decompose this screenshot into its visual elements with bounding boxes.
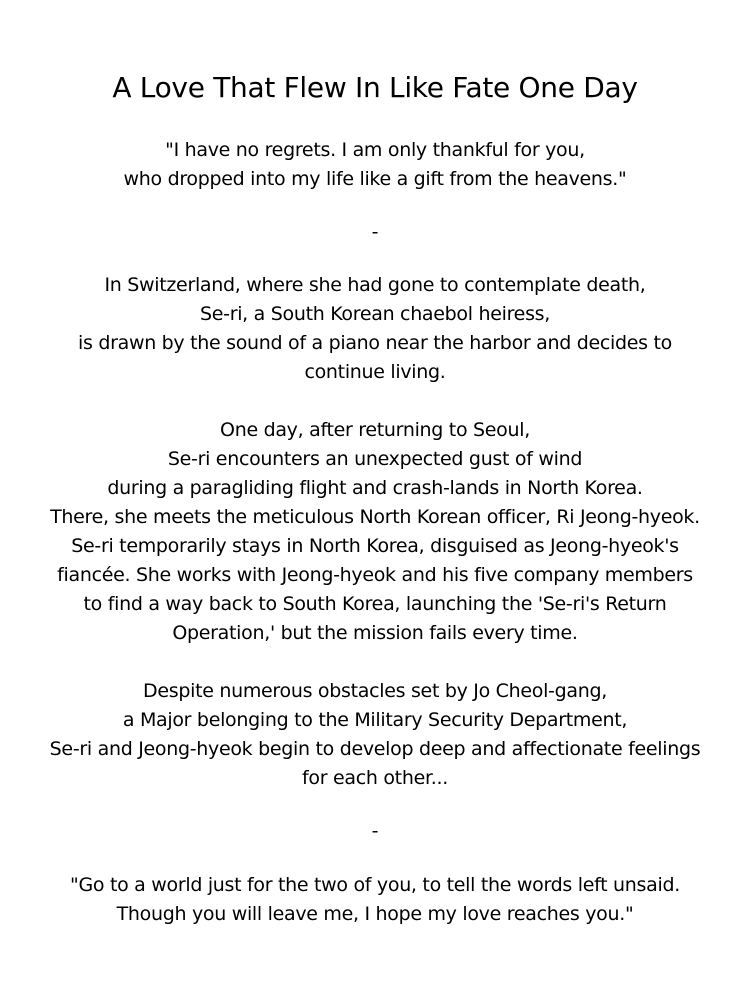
closing-quote-line: Though you will leave me, I hope my love reaches you." bbox=[116, 903, 634, 925]
page-title: A Love That Flew In Like Fate One Day bbox=[112, 71, 638, 104]
paragraph-3-line: a Major belonging to the Military Security Department, bbox=[122, 709, 628, 731]
paragraph-2-line: There, she meets the meticulous North Korean officer, Ri Jeong-hyeok. bbox=[50, 506, 700, 528]
closing-quote-line: "Go to a world just for the two of you, to tell the words left unsaid. bbox=[70, 874, 680, 896]
paragraph-2-line: One day, after returning to Seoul, bbox=[220, 419, 530, 441]
paragraph-1-line: In Switzerland, where she had gone to contemplate death, bbox=[104, 274, 646, 296]
opening-quote-line: "I have no regrets. I am only thankful for you, bbox=[165, 139, 585, 161]
paragraph-3-line: Despite numerous obstacles set by Jo Cheol-gang, bbox=[143, 680, 607, 702]
paragraph-3-line: for each other... bbox=[302, 767, 448, 789]
paragraph-1-line: is drawn by the sound of a piano near the harbor and decides to bbox=[78, 332, 672, 354]
section-separator: - bbox=[371, 221, 379, 243]
paragraph-2-line: Operation,' but the mission fails every time. bbox=[172, 622, 578, 644]
opening-quote-line: who dropped into my life like a gift from the heavens." bbox=[123, 168, 627, 190]
paragraph-2-line: to find a way back to South Korea, launching the 'Se-ri's Return bbox=[83, 593, 667, 615]
section-separator: - bbox=[371, 820, 379, 842]
paragraph-2-line: Se-ri encounters an unexpected gust of wind bbox=[167, 448, 583, 470]
paragraph-2-line: fiancée. She works with Jeong-hyeok and his five company members bbox=[57, 564, 693, 586]
paragraph-2-line: during a paragliding flight and crash-lands in North Korea. bbox=[107, 477, 643, 499]
paragraph-2-line: Se-ri temporarily stays in North Korea, disguised as Jeong-hyeok's bbox=[71, 535, 679, 557]
paragraph-1-line: continue living. bbox=[304, 361, 446, 383]
paragraph-1-line: Se-ri, a South Korean chaebol heiress, bbox=[199, 303, 551, 325]
paragraph-3-line: Se-ri and Jeong-hyeok begin to develop deep and affectionate feelings bbox=[49, 738, 701, 760]
